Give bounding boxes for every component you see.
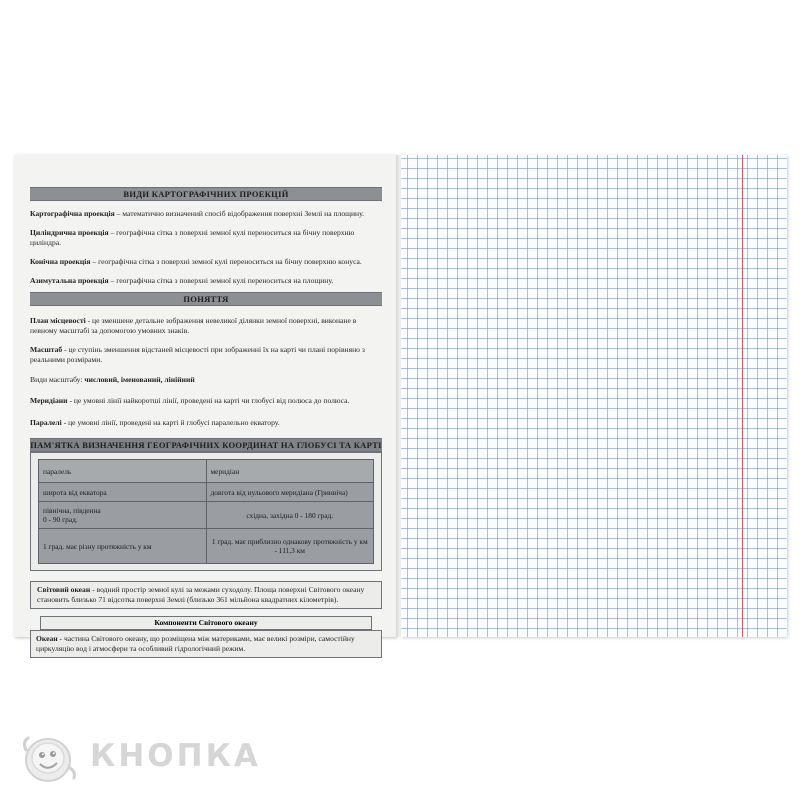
ocean-definition-box [30, 630, 382, 658]
table-cell: меридіан [206, 460, 374, 483]
concepts-header: ПОНЯТТЯ [30, 292, 382, 306]
smiling-button-mascot-icon [18, 726, 82, 790]
brand-name: КНОПКА [90, 738, 261, 774]
ocean-components-header: Компоненти Світового океану [40, 616, 372, 630]
graph-paper-page [401, 155, 787, 637]
coordinates-table [38, 459, 374, 564]
table-cell: довгота від нульового меридіана (Гринвіча) [206, 483, 374, 502]
projections-header: ВИДИ КАРТОГРАФІЧНИХ ПРОЕКЦІЙ [30, 187, 382, 201]
printed-reference-page [14, 155, 396, 653]
coordinates-header: ПАМ'ЯТКА ВИЗНАЧЕННЯ ГЕОГРАФІЧНИХ КООРДИНАТ НА ГЛОБУСІ ТА КАРТІ [30, 440, 382, 450]
scale-types: Види масштабу: числовий, іменований, лінійний [30, 375, 195, 384]
reference-content [30, 187, 382, 658]
table-cell: 1 град. має приблизно однакову протяжність у км - 111,3 км [206, 529, 374, 564]
coordinates-table-box [30, 452, 382, 571]
concept-meridians: Меридіани - це умовні лінії найкоротші лінії, проведені на карті чи глобусі від полюса до полюса. [30, 396, 350, 405]
projection-conic: Конічна проекція – географічна сітка з поверхні земної кулі переноситься на бічну поверхню конуса. [30, 257, 362, 266]
table-cell: північна, південна 0 - 90 град. [39, 502, 207, 529]
brand-watermark [18, 726, 261, 790]
concept-site-plan: План місцевості - це зменшене детальне зображення невеликої ділянки земної поверхні, виконане в певному масштабі за допомогою умовних знаків. [30, 316, 357, 335]
world-ocean-definition: Світовий океан - водний простір земної кулі за межами суходолу. Площа поверхні Світового океану становить близько 71 відсотка поверхні Землі (близько 361 мільйона квадратних кілометрів). [37, 585, 365, 604]
projection-cylindrical: Циліндрична проекція – географічна сітка з поверхні земної кулі переноситься на бічну поверхню циліндра. [30, 228, 355, 247]
table-cell: 1 град. має різну протяжність у км [39, 529, 207, 564]
projection-definition: Картографічна проекція – математично визначений спосіб відображення поверхні Землі на площину. [30, 209, 365, 218]
table-row [39, 529, 374, 564]
world-ocean-note [30, 581, 382, 609]
table-cell: широта від екватора [39, 483, 207, 502]
table-cell: паралель [39, 460, 207, 483]
table-row [39, 502, 374, 529]
table-cell: східна, західна 0 - 180 град. [206, 502, 374, 529]
table-row [39, 483, 374, 502]
concept-parallels: Паралелі - це умовні лінії, проведені на карті й глобусі паралельно екватору. [30, 418, 280, 427]
concept-scale: Масштаб - це ступінь зменшення відстаней місцевості при зображенні їх на карті чи плані порівняно з реальними розмірами. [30, 345, 365, 364]
projection-azimuthal: Азимутальна проекція – географічна сітка з поверхні земної кулі переноситься на площину. [30, 276, 334, 285]
table-row [39, 460, 374, 483]
red-margin-line [742, 155, 743, 637]
ocean-definition: Океан - частина Світового океану, що розміщена між материками, має великі розміри, самостійну циркуляцію вод і атмосфери та особливий гідрологічний режим. [36, 634, 355, 653]
